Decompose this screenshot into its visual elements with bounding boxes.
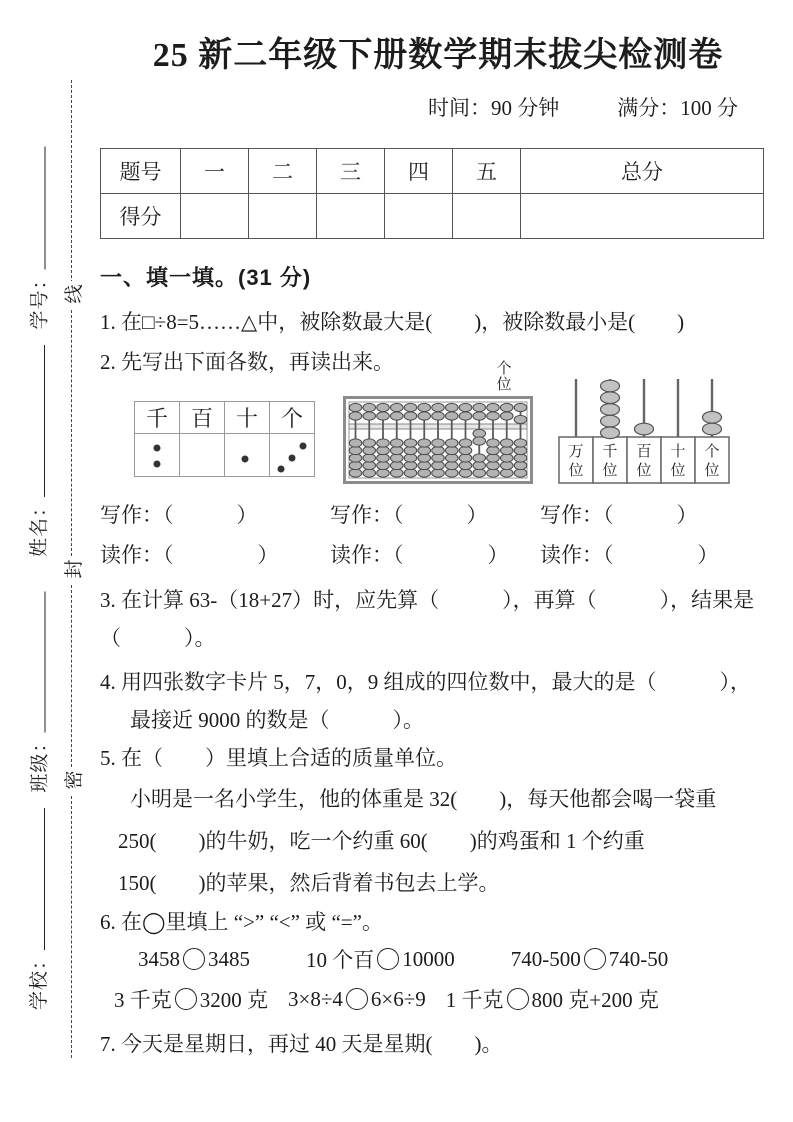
question-6-row-2 [100, 979, 776, 1019]
comparison-circle-blank[interactable] [507, 988, 529, 1010]
score-table [100, 148, 764, 239]
svg-text:位: 位 [670, 463, 686, 479]
svg-text:位: 位 [568, 463, 584, 479]
pv-dot [289, 455, 296, 462]
comparison-left: 10 个百 [306, 948, 375, 972]
ones-place-label [492, 361, 516, 393]
svg-text:百: 百 [636, 444, 652, 460]
score-cell-empty[interactable] [181, 194, 249, 239]
score-table-header-cell: 五 [453, 149, 521, 194]
comparison-item [446, 984, 659, 1014]
comparison-item [306, 944, 455, 974]
place-value-header-row [135, 402, 315, 434]
question-5-line-2: 小明是一名小学生，他的体重是 32( )，每天他都会喝一袋重 [130, 787, 717, 811]
margin-field-blank-line[interactable] [44, 147, 45, 270]
question-5-intro: 5. 在（ ）里填上合适的质量单位。 [100, 746, 457, 770]
svg-text:位: 位 [704, 463, 720, 479]
margin-field-3 [25, 808, 49, 1010]
comparison-item [138, 947, 250, 972]
seal-dashed-line [71, 310, 72, 556]
comparison-left: 3458 [138, 946, 180, 971]
score-row-label: 得分 [101, 194, 181, 239]
question-7: 7. 今天是星期日，再过 40 天是星期( )。 [100, 1032, 503, 1056]
read-as-blank[interactable]: 读作：（ ） [330, 543, 509, 567]
pv-dots-cell [135, 434, 180, 477]
write-as-blank[interactable]: 写作：（ ） [330, 503, 488, 527]
margin-field-label: 学号： [28, 269, 50, 330]
comparison-circle-blank[interactable] [183, 948, 205, 970]
pv-dots-cell [180, 434, 225, 477]
score-cell-empty[interactable] [521, 194, 764, 239]
read-as-blank[interactable]: 读作：（ ） [100, 543, 279, 567]
question-4-line-1: 4. 用四张数字卡片 5，7，0，9 组成的四位数中，最大的是（ ）， [100, 670, 751, 694]
pv-header-cell: 百 [180, 402, 225, 434]
score-table-header-cell: 一 [181, 149, 249, 194]
margin-field-blank-line[interactable] [44, 345, 45, 497]
question-2-intro: 2. 先写出下面各数，再读出来。 [100, 350, 394, 374]
svg-text:十: 十 [670, 444, 686, 460]
score-table-header-cell: 三 [317, 149, 385, 194]
comparison-item [511, 947, 669, 972]
svg-text:位: 位 [602, 463, 618, 479]
comparison-right: 3485 [208, 946, 250, 971]
place-value-counter-figure [558, 373, 730, 485]
pv-dot [154, 461, 161, 468]
pv-dot [241, 456, 248, 463]
write-as-row [100, 499, 776, 539]
comparison-item [114, 984, 268, 1014]
ones-place-label-top: 个 [496, 361, 512, 377]
svg-text:万: 万 [568, 444, 584, 460]
comparison-right: 740-50 [608, 946, 669, 971]
seal-char: 密 [59, 767, 85, 793]
read-as-row [100, 539, 776, 577]
comparison-right: 3200 克 [199, 988, 268, 1012]
comparison-right: 800 克+200 克 [531, 988, 659, 1012]
main-content [100, 0, 776, 1063]
question-6-intro: 6. 在◯里填上 “>” “<” 或 “=”。 [100, 910, 383, 934]
score-cell-empty[interactable] [385, 194, 453, 239]
read-as-blank[interactable]: 读作：（ ） [540, 543, 719, 567]
page-title: 25 新二年级下册数学期末拔尖检测卷 [152, 37, 724, 74]
score-table-header-row [101, 149, 764, 194]
seal-dashed-line [71, 80, 72, 283]
question-4-line-2: 最接近 9000 的数是（ ）。 [130, 708, 424, 732]
margin-field-label: 学校： [28, 949, 50, 1010]
svg-text:千: 千 [602, 444, 618, 460]
seal-char: 线 [59, 281, 85, 307]
comparison-left: 3 千克 [114, 988, 172, 1012]
question-5-line-4: 150( )的苹果，然后背着书包去上学。 [118, 871, 500, 895]
margin-field-1 [25, 345, 49, 557]
ones-place-label-bottom: 位 [496, 377, 512, 393]
margin-field-blank-line[interactable] [44, 592, 45, 733]
svg-text:位: 位 [636, 463, 652, 479]
comparison-right: 10000 [402, 946, 455, 971]
svg-text:个: 个 [704, 444, 720, 460]
comparison-circle-blank[interactable] [377, 948, 399, 970]
pv-dot [278, 466, 285, 473]
pv-header-cell: 个 [270, 402, 315, 434]
seal-dashed-line [71, 585, 72, 767]
comparison-left: 3×8÷4 [288, 986, 343, 1011]
question-6-row-1 [100, 939, 776, 979]
comparison-circle-blank[interactable] [346, 988, 368, 1010]
margin-field-2 [25, 592, 49, 793]
comparison-item [288, 987, 426, 1012]
abacus-figure [343, 396, 533, 484]
score-table-header-cell: 总分 [521, 149, 764, 194]
margin-field-blank-line[interactable] [44, 808, 45, 950]
time-limit-label: 时间：90 分钟 [428, 96, 560, 120]
section-1-heading: 一、填一填。(31 分) [100, 265, 312, 290]
margin-field-label: 姓名： [28, 496, 50, 557]
score-table-score-row [101, 194, 764, 239]
score-table-header-cell: 四 [385, 149, 453, 194]
question-3-line-2: （ ）。 [100, 626, 216, 650]
place-value-dots-row [135, 434, 315, 477]
score-cell-empty[interactable] [249, 194, 317, 239]
comparison-circle-blank[interactable] [175, 988, 197, 1010]
write-as-blank[interactable]: 写作：（ ） [540, 503, 698, 527]
score-table-header-cell: 题号 [101, 149, 181, 194]
comparison-left: 1 千克 [445, 988, 504, 1012]
pv-header-cell: 千 [135, 402, 180, 434]
seal-char: 封 [59, 556, 85, 582]
question-3-line-1: 3. 在计算 63-（18+27）时，应先算（ ），再算（ ），结果是 [100, 588, 755, 612]
question-5-line-3: 250( )的牛奶，吃一个约重 60( )的鸡蛋和 1 个约重 [118, 829, 645, 853]
comparison-left: 740-500 [510, 946, 581, 971]
margin-field-0 [25, 147, 49, 330]
comparison-right: 6×6÷9 [370, 986, 426, 1011]
score-cell-empty[interactable] [317, 194, 385, 239]
pv-dots-cell [225, 434, 270, 477]
pv-dot [154, 444, 161, 451]
margin-field-label: 班级： [28, 732, 50, 793]
pv-dot [299, 442, 306, 449]
place-value-dot-table [134, 401, 315, 477]
question-1: 1. 在□÷8=5……△中，被除数最大是( )，被除数最小是( ) [100, 310, 685, 334]
seal-dashed-line [71, 796, 72, 1058]
score-cell-empty[interactable] [453, 194, 521, 239]
comparison-circle-blank[interactable] [584, 948, 606, 970]
exam-meta [100, 92, 776, 120]
score-table-header-cell: 二 [249, 149, 317, 194]
write-as-blank[interactable]: 写作：（ ） [100, 503, 258, 527]
pv-dots-cell [270, 434, 315, 477]
full-score-label: 满分：100 分 [617, 96, 738, 120]
pv-header-cell: 十 [225, 402, 270, 434]
